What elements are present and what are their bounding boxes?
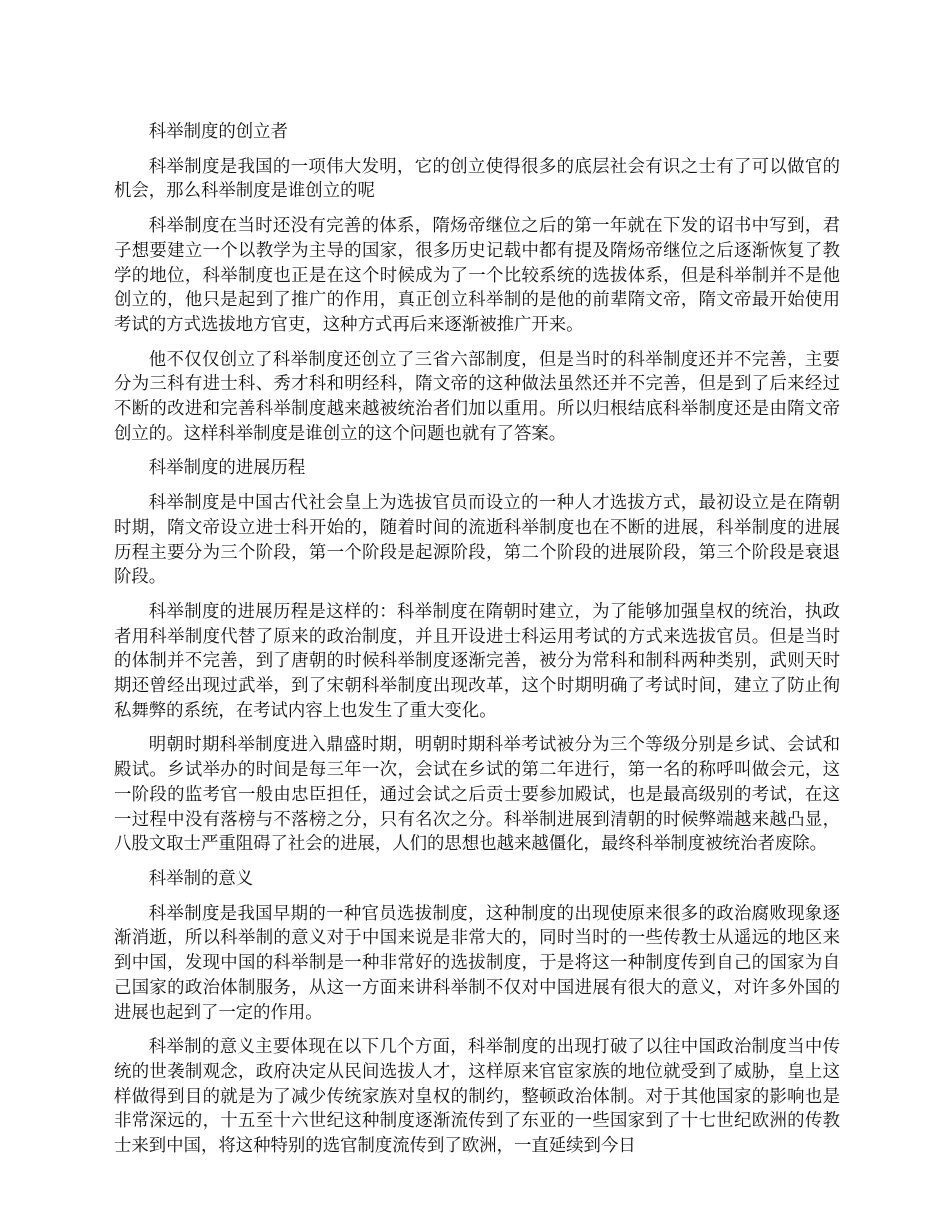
document-body [114,120,840,1169]
paragraph: 科举制度在当时还没有完善的体系，隋炀帝继位之后的第一年就在下发的诏书中写到，君子想要建立一个以教学为主导的国家，很多历史记载中都有提及隋炀帝继位之后逐渐恢复了教学的地位，科举制度也正是在这个时候成为了一个比较系统的选拔体系，但是科举制并不是他创立的，他只是起到了推广的作用，真正创立科举制的是他的前辈隋文帝，隋文帝最开始使用考试的方式选拔地方官吏，这种方式再后来逐渐被推广开来。 [114,216,840,335]
paragraph: 他不仅仅创立了科举制度还创立了三省六部制度，但是当时的科举制度还并不完善，主要分为三科有进士科、秀才科和明经科，隋文帝的这种做法虽然还并不完善，但是到了后来经过不断的改进和完善科举制度越来越被统治者们加以重用。所以归根结底科举制度还是由隋文帝创立的。这样科举制度是谁创立的这个问题也就有了答案。 [114,349,840,444]
paragraph: 科举制度是我国早期的一种官员选拔制度，这种制度的出现使原来很多的政治腐败现象逐渐消逝，所以科举制的意义对于中国来说是非常大的，同时当时的一些传教士从遥远的地区来到中国，发现中国的科举制是一种非常好的选拔制度，于是将这一种制度传到自己的国家为自己国家的政治体制服务，从这一方面来讲科举制不仅对中国进展有很大的意义，对许多外国的进展也起到了一定的作用。 [114,903,840,1023]
paragraph: 明朝时期科举制度进入鼎盛时期，明朝时期科举考试被分为三个等级分别是乡试、会试和殿试。乡试举办的时间是每三年一次，会试在乡试的第二年进行，第一名的称呼叫做会元，这一阶段的监考官一般由忠臣担任，通过会试之后贡士要参加殿试，也是最高级别的考试，在这一过程中没有落榜与不落榜之分，只有名次之分。科举制进展到清朝的时候弊端越来越凸显，八股文取士严重阻碍了社会的进展，人们的思想也越来越僵化，最终科举制度被统治者废除。 [114,735,840,855]
section-heading: 科举制度的创立者 [148,122,288,142]
paragraph: 科举制度是中国古代社会皇上为选拔官员而设立的一种人才选拔方式，最初设立是在隋朝时期，隋文帝设立进士科开始的，随着时间的流逝科举制度也在不断的进展，科举制度的进展历程主要分为三个阶段，第一个阶段是起源阶段，第二个阶段的进展阶段，第三个阶段是衰退阶段。 [114,493,840,588]
paragraph: 科举制度是我国的一项伟大发明，它的创立使得很多的底层社会有识之士有了可以做官的机会，那么科举制度是谁创立的呢 [114,156,840,202]
paragraph: 科举制的意义主要体现在以下几个方面，科举制度的出现打破了以往中国政治制度当中传统的世袭制观念，政府决定从民间选拔人才，这样原来官宦家族的地位就受到了威胁，皇上这样做得到目的就是为了减少传统家族对皇权的制约，整顿政治体制。对于其他国家的影响也是非常深远的，十五至十六世纪这种制度逐渐流传到了东亚的一些国家到了十七世纪欧洲的传教士来到中国，将这种特别的选官制度流传到了欧洲，一直延续到今日 [114,1037,840,1157]
section-heading: 科举制度的进展历程 [148,458,306,479]
paragraph: 科举制度的进展历程是这样的：科举制度在隋朝时建立，为了能够加强皇权的统治，执政者用科举制度代替了原来的政治制度，并且开设进士科运用考试的方式来选拔官员。但是当时的体制并不完善，到了唐朝的时候科举制度逐渐完善，被分为常科和制科两种类别，武则天时期还曾经出现过武举，到了宋朝科举制度出现改革，这个时期明确了考试时间，建立了防止徇私舞弊的系统，在考试内容上也发生了重大变化。 [114,601,840,721]
section-heading: 科举制的意义 [148,868,254,889]
